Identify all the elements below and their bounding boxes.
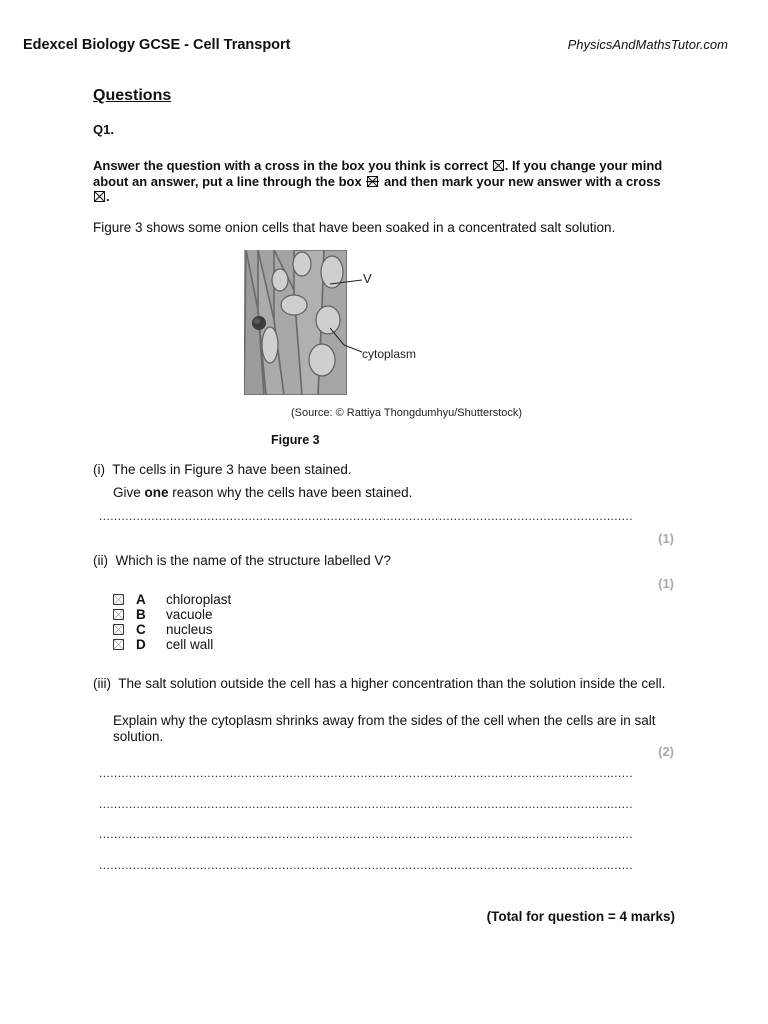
figure-label-v: V bbox=[363, 271, 372, 286]
document-header-title: Edexcel Biology GCSE - Cell Transport bbox=[23, 37, 291, 53]
part-iii-question bbox=[93, 676, 673, 692]
option-a-text: chloroplast bbox=[166, 592, 232, 607]
option-d-text: cell wall bbox=[166, 637, 214, 652]
option-d-checkbox[interactable] bbox=[113, 639, 124, 650]
question-number: Q1. bbox=[93, 122, 114, 137]
instructions-part-3: and then mark your new answer with a cross bbox=[383, 173, 661, 189]
part-i-prompt-before: Give bbox=[113, 485, 145, 500]
option-c-text: nucleus bbox=[166, 622, 213, 637]
part-iii-answer-line-1[interactable]: ............................................................................................................................................... bbox=[99, 766, 633, 780]
instructions-part-2: . If you change your mind about an answer, put a line through the box bbox=[93, 158, 663, 189]
part-iii-marks: (2) bbox=[658, 744, 674, 759]
option-b-letter: B bbox=[136, 607, 146, 622]
crossed-box-icon bbox=[94, 191, 105, 202]
figure-source: (Source: © Rattiya Thongdumhyu/Shutterstock) bbox=[291, 407, 523, 419]
part-ii-prefix: (ii) bbox=[93, 553, 108, 568]
figure-intro: Figure 3 shows some onion cells that have been soaked in a concentrated salt solution. bbox=[93, 220, 616, 235]
option-a-letter: A bbox=[136, 592, 146, 607]
part-i-prompt-after: reason why the cells have been stained. bbox=[168, 485, 413, 500]
part-i-marks: (1) bbox=[658, 531, 674, 546]
part-iii-prefix: (iii) bbox=[93, 676, 111, 691]
figure-caption: Figure 3 bbox=[271, 433, 320, 447]
instructions-part-1: Answer the question with a cross in the box you think is correct bbox=[93, 158, 489, 173]
part-iii-answer-line-3[interactable]: ............................................................................................................................................... bbox=[99, 827, 633, 841]
option-c-letter: C bbox=[136, 622, 146, 637]
part-iii-answer-line-4[interactable]: ............................................................................................................................................... bbox=[99, 858, 633, 872]
part-i-prompt-bold: one bbox=[144, 485, 169, 500]
crossed-box-icon bbox=[493, 160, 504, 171]
section-title: Questions bbox=[93, 87, 172, 104]
part-iii-text: The salt solution outside the cell has a higher concentration than the solution inside the cell. bbox=[118, 676, 666, 691]
part-i-question bbox=[93, 462, 352, 477]
option-a-checkbox[interactable] bbox=[113, 594, 124, 605]
part-ii-marks: (1) bbox=[658, 576, 674, 591]
option-c-row[interactable] bbox=[113, 622, 213, 637]
part-i-text: The cells in Figure 3 have been stained. bbox=[112, 462, 352, 477]
option-a-row[interactable] bbox=[113, 592, 231, 607]
part-iii-answer-line-2[interactable]: ............................................................................................................................................... bbox=[99, 797, 633, 811]
option-d-letter: D bbox=[136, 637, 146, 652]
part-iii-prompt: Explain why the cytoplasm shrinks away from the sides of the cell when the cells are in salt solution. bbox=[113, 713, 656, 744]
instructions-part-4: . bbox=[106, 189, 110, 204]
part-i-prompt bbox=[113, 485, 412, 500]
option-b-row[interactable] bbox=[113, 607, 213, 622]
figure-label-cytoplasm: cytoplasm bbox=[362, 347, 417, 361]
option-b-text: vacuole bbox=[166, 607, 213, 622]
part-ii-question bbox=[93, 553, 391, 568]
part-ii-text: Which is the name of the structure labelled V? bbox=[115, 553, 391, 568]
option-b-checkbox[interactable] bbox=[113, 609, 124, 620]
total-marks: (Total for question = 4 marks) bbox=[486, 909, 675, 924]
answer-instructions bbox=[93, 158, 673, 205]
site-name: PhysicsAndMathsTutor.com bbox=[567, 37, 728, 52]
part-i-answer-line[interactable]: ............................................................................................................................................... bbox=[99, 509, 633, 523]
option-c-checkbox[interactable] bbox=[113, 624, 124, 635]
part-i-prefix: (i) bbox=[93, 462, 105, 477]
option-d-row[interactable] bbox=[113, 637, 213, 652]
struck-crossed-box-icon bbox=[366, 176, 379, 187]
